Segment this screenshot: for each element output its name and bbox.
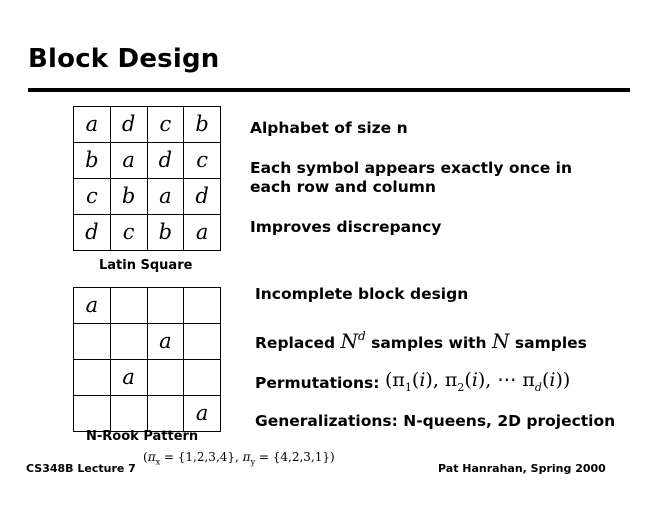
- grid-cell: c: [147, 107, 184, 143]
- grid-cell: a: [74, 288, 111, 324]
- grid-cell: [110, 396, 147, 432]
- grid-cell: [74, 360, 111, 396]
- footnote-sub-y: y: [250, 457, 256, 467]
- n-rook-caption: N-Rook Pattern: [86, 429, 199, 444]
- permutations-formula: ($\pi_1(i)$, $\pi_2(i)$, ⋯ $\pi_d(i)$): [385, 369, 571, 394]
- grid-cell: b: [110, 179, 147, 215]
- grid-cell: a: [110, 360, 147, 396]
- table-row: [74, 179, 221, 215]
- math-d-exponent: d: [358, 329, 366, 343]
- grid-cell: d: [184, 179, 221, 215]
- grid-cell: b: [184, 107, 221, 143]
- latin-square-caption: Latin Square: [99, 258, 193, 273]
- bullet-each-symbol: [250, 159, 572, 197]
- grid-cell: b: [147, 215, 184, 251]
- footnote-sub-x: x: [155, 457, 161, 467]
- grid-cell: [110, 288, 147, 324]
- grid-cell: [74, 396, 111, 432]
- bullet-permutations: Permutations:: [255, 374, 380, 392]
- grid-cell: [184, 324, 221, 360]
- footnote-permutation-sets: [143, 450, 335, 466]
- replaced-prefix: Replaced: [255, 334, 336, 352]
- math-N-base: N: [340, 329, 359, 353]
- grid-cell: [184, 288, 221, 324]
- table-row: [74, 215, 221, 251]
- bullet-each-symbol-line1: Each symbol appears exactly once in: [250, 159, 572, 177]
- grid-cell: c: [184, 143, 221, 179]
- grid-cell: d: [74, 215, 111, 251]
- grid-cell: b: [74, 143, 111, 179]
- footnote-open-paren: (: [143, 450, 148, 464]
- footnote-pi-y: π: [242, 450, 251, 464]
- table-row: [74, 143, 221, 179]
- table-row: [74, 107, 221, 143]
- bullet-incomplete: Incomplete block design: [255, 285, 469, 303]
- table-row: [74, 396, 221, 432]
- table-row: [74, 324, 221, 360]
- title-rule: [28, 88, 630, 92]
- grid-cell: a: [74, 107, 111, 143]
- bullet-discrepancy: Improves discrepancy: [250, 218, 442, 236]
- footnote-set-y: = {4,2,3,1}): [255, 450, 335, 464]
- footer-left: CS348B Lecture 7: [26, 462, 136, 475]
- grid-cell: a: [110, 143, 147, 179]
- bullet-replaced: [255, 327, 587, 353]
- grid-cell: [147, 288, 184, 324]
- grid-cell: [147, 360, 184, 396]
- replaced-middle: samples with: [371, 334, 487, 352]
- footnote-set-x: = {1,2,3,4},: [160, 450, 243, 464]
- math-N2: N: [492, 329, 510, 353]
- n-rook-grid: [73, 287, 221, 432]
- grid-cell: a: [184, 215, 221, 251]
- bullet-alphabet: Alphabet of size n: [250, 119, 408, 137]
- grid-cell: a: [184, 396, 221, 432]
- table-row: [74, 360, 221, 396]
- grid-cell: c: [74, 179, 111, 215]
- grid-cell: [184, 360, 221, 396]
- grid-cell: a: [147, 324, 184, 360]
- latin-square-grid: [73, 106, 221, 251]
- grid-cell: d: [110, 107, 147, 143]
- replaced-suffix: samples: [514, 334, 587, 352]
- slide-title: Block Design: [28, 44, 220, 74]
- grid-cell: [74, 324, 111, 360]
- grid-cell: c: [110, 215, 147, 251]
- grid-cell: a: [147, 179, 184, 215]
- table-row: [74, 288, 221, 324]
- footnote-pi-x: π: [147, 450, 156, 464]
- bullet-generalizations: Generalizations: N-queens, 2D projection: [255, 412, 616, 430]
- grid-cell: d: [147, 143, 184, 179]
- math-N: [341, 329, 366, 353]
- grid-cell: [147, 396, 184, 432]
- bullet-each-symbol-line2: each row and column: [250, 178, 436, 196]
- grid-cell: [110, 324, 147, 360]
- footer-right: Pat Hanrahan, Spring 2000: [438, 462, 606, 475]
